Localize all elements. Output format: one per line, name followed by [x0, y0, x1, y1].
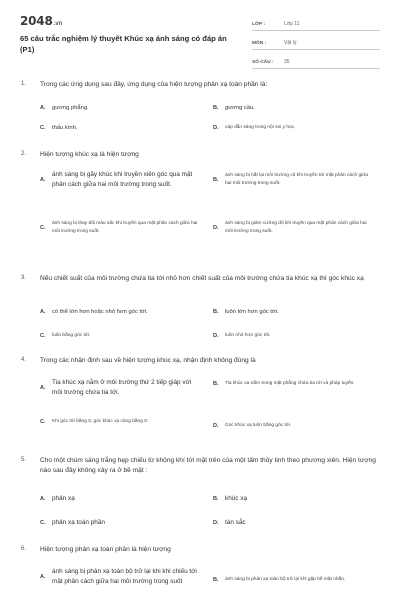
- question-text: Hiện tượng phản xạ toàn phần là hiện tượng: [40, 546, 171, 553]
- option-1b[interactable]: [213, 104, 383, 113]
- option-text: ánh sáng bị hắt lại môi trường cũ khi truyền tới mặt phân cách giữa hai môi trường trong suốt.: [225, 173, 369, 186]
- option-4b[interactable]: [213, 380, 383, 388]
- option-letter: C.: [40, 225, 46, 231]
- document-title: 65 câu trắc nghiệm lý thuyết Khúc xạ ánh sáng có đáp án (P1): [20, 34, 227, 54]
- option-2a[interactable]: [40, 170, 210, 190]
- meta-key: SỐ CÂU :: [252, 60, 274, 65]
- meta-row-subject: [252, 32, 380, 50]
- option-letter: C.: [40, 520, 46, 526]
- option-letter: B.: [213, 177, 219, 183]
- question-number: 1.: [21, 81, 27, 87]
- option-text: thấu kính.: [52, 125, 78, 131]
- option-letter: D.: [213, 423, 219, 429]
- option-text: ánh sáng bị gãy khúc khi truyền xiên góc qua mặt phân cách giữa hai môi trường trong suốt.: [52, 171, 193, 188]
- option-text: phản xạ: [52, 495, 75, 502]
- option-5d[interactable]: [213, 518, 383, 528]
- option-text: luôn bằng góc tới.: [52, 333, 91, 338]
- meta-value: 35: [284, 59, 290, 65]
- option-2b[interactable]: [213, 172, 383, 188]
- option-letter: B.: [213, 577, 219, 583]
- question-3: [0, 274, 400, 284]
- option-4d[interactable]: [213, 422, 383, 430]
- option-letter: D.: [213, 225, 219, 231]
- option-6b[interactable]: [213, 576, 383, 584]
- option-letter: B.: [213, 381, 219, 387]
- meta-key: MÔN :: [252, 41, 267, 46]
- question-text: Cho một chùm sáng trắng hẹp chiếu từ không khí tới mặt trên của một tấm thủy tinh theo phương xiên. Hiện tượng nào sau đây không xảy ra ở bề mặt :: [40, 457, 376, 474]
- option-1d[interactable]: [213, 124, 383, 132]
- option-letter: B.: [213, 105, 219, 112]
- logo-suffix: .vn: [53, 21, 63, 27]
- option-5b[interactable]: [213, 494, 383, 504]
- option-5a[interactable]: [40, 494, 210, 504]
- question-number: 5.: [21, 457, 27, 463]
- option-letter: C.: [40, 419, 46, 425]
- question-number: 4.: [21, 357, 27, 363]
- option-text: cáp dẫn sáng trong nội soi y học.: [225, 125, 296, 130]
- option-letter: C.: [40, 333, 46, 339]
- option-letter: D.: [213, 520, 219, 526]
- option-3c[interactable]: [40, 332, 210, 340]
- option-letter: A.: [40, 177, 46, 183]
- option-text: gương cầu.: [225, 105, 255, 111]
- option-letter: A.: [40, 105, 46, 112]
- question-5: [0, 456, 400, 476]
- option-3b[interactable]: [213, 308, 383, 317]
- option-letter: C.: [40, 125, 46, 132]
- option-1c[interactable]: [40, 124, 200, 133]
- question-4: [0, 356, 400, 366]
- document-header: [0, 0, 400, 86]
- question-text: Nếu chiết suất của môi trường chứa tia tới nhỏ hơn chiết suất của môi trường chứa tia khúc xạ thì góc khúc xạ: [40, 275, 364, 282]
- site-logo[interactable]: [20, 14, 62, 30]
- option-letter: A.: [40, 385, 46, 391]
- option-text: luôn nhỏ hơn góc tới.: [225, 333, 271, 338]
- option-2d[interactable]: [213, 220, 383, 236]
- option-text: Tia khúc xạ nằm ở môi trường thứ 2 tiếp giáp với môi trường chứa tia tới.: [52, 379, 192, 396]
- option-letter: D.: [213, 333, 219, 339]
- question-text: Hiện tượng khúc xạ là hiện tượng: [40, 151, 139, 158]
- option-text: luôn lớn hơn góc tới.: [225, 309, 279, 315]
- meta-row-class: [252, 13, 380, 31]
- meta-key: LỚP :: [252, 22, 266, 27]
- question-text: Trong các nhận định sau về hiện tượng khúc xạ, nhận định không đúng là: [40, 357, 256, 364]
- logo-text: 2048: [20, 14, 53, 28]
- option-2c[interactable]: [40, 220, 210, 236]
- option-text: Góc khúc xạ luôn bằng góc tới.: [225, 423, 292, 428]
- option-4c[interactable]: [40, 418, 210, 426]
- option-text: tán sắc: [225, 519, 246, 526]
- question-number: 3.: [21, 275, 27, 281]
- option-5c[interactable]: [40, 518, 210, 528]
- option-text: ánh sáng bị thay đổi màu sắc khi truyền qua mặt phân cách giữa hai môi trường trong suốt.: [52, 221, 198, 234]
- option-letter: A.: [40, 496, 46, 502]
- question-number: 6.: [21, 546, 27, 552]
- option-text: ánh sáng bị giảm cường độ khi truyền qua mặt phân cách giữa hai môi trường trong suốt.: [225, 221, 367, 234]
- option-text: gương phẳng.: [52, 105, 89, 111]
- question-6: [0, 545, 400, 555]
- option-3d[interactable]: [213, 332, 383, 340]
- option-text: Tia khúc xạ nằm trong mặt phẳng chứa tia tới và pháp tuyến.: [225, 381, 355, 386]
- option-4a[interactable]: [40, 378, 210, 398]
- question-number: 2.: [21, 151, 27, 157]
- option-letter: B.: [213, 496, 219, 502]
- option-text: phản xạ toàn phần: [52, 519, 105, 526]
- option-letter: A.: [40, 574, 46, 580]
- option-text: ánh sáng bị phản xạ toàn bộ trở lại khi gặp bề mặt nhẵn.: [225, 577, 346, 582]
- document-meta: [252, 13, 380, 70]
- option-text: khúc xạ: [225, 495, 248, 502]
- meta-row-count: [252, 51, 380, 69]
- question-text: Trong các ứng dụng sau đây, ứng dụng của hiện tượng phản xạ toàn phần là:: [40, 81, 268, 88]
- option-letter: D.: [213, 125, 219, 131]
- option-1a[interactable]: [40, 104, 200, 113]
- option-text: ánh sáng bị phản xạ toàn bộ trở lại khi khi chiếu tới mặt phân cách giữa hai môi trường trong suốt: [52, 568, 197, 585]
- question-2: [0, 150, 400, 160]
- option-text: Khi góc tới bằng 0, góc khúc xạ cũng bằng 0.: [52, 419, 149, 424]
- option-6a[interactable]: [40, 567, 210, 587]
- option-text: có thể lớn hơn hoặc nhỏ hơn góc tới.: [52, 309, 148, 315]
- question-1: [0, 80, 400, 90]
- option-letter: B.: [213, 309, 219, 316]
- meta-value: Vật lý: [284, 40, 297, 46]
- meta-value: Lớp 11: [284, 21, 300, 27]
- option-letter: A.: [40, 309, 46, 316]
- option-3a[interactable]: [40, 308, 210, 317]
